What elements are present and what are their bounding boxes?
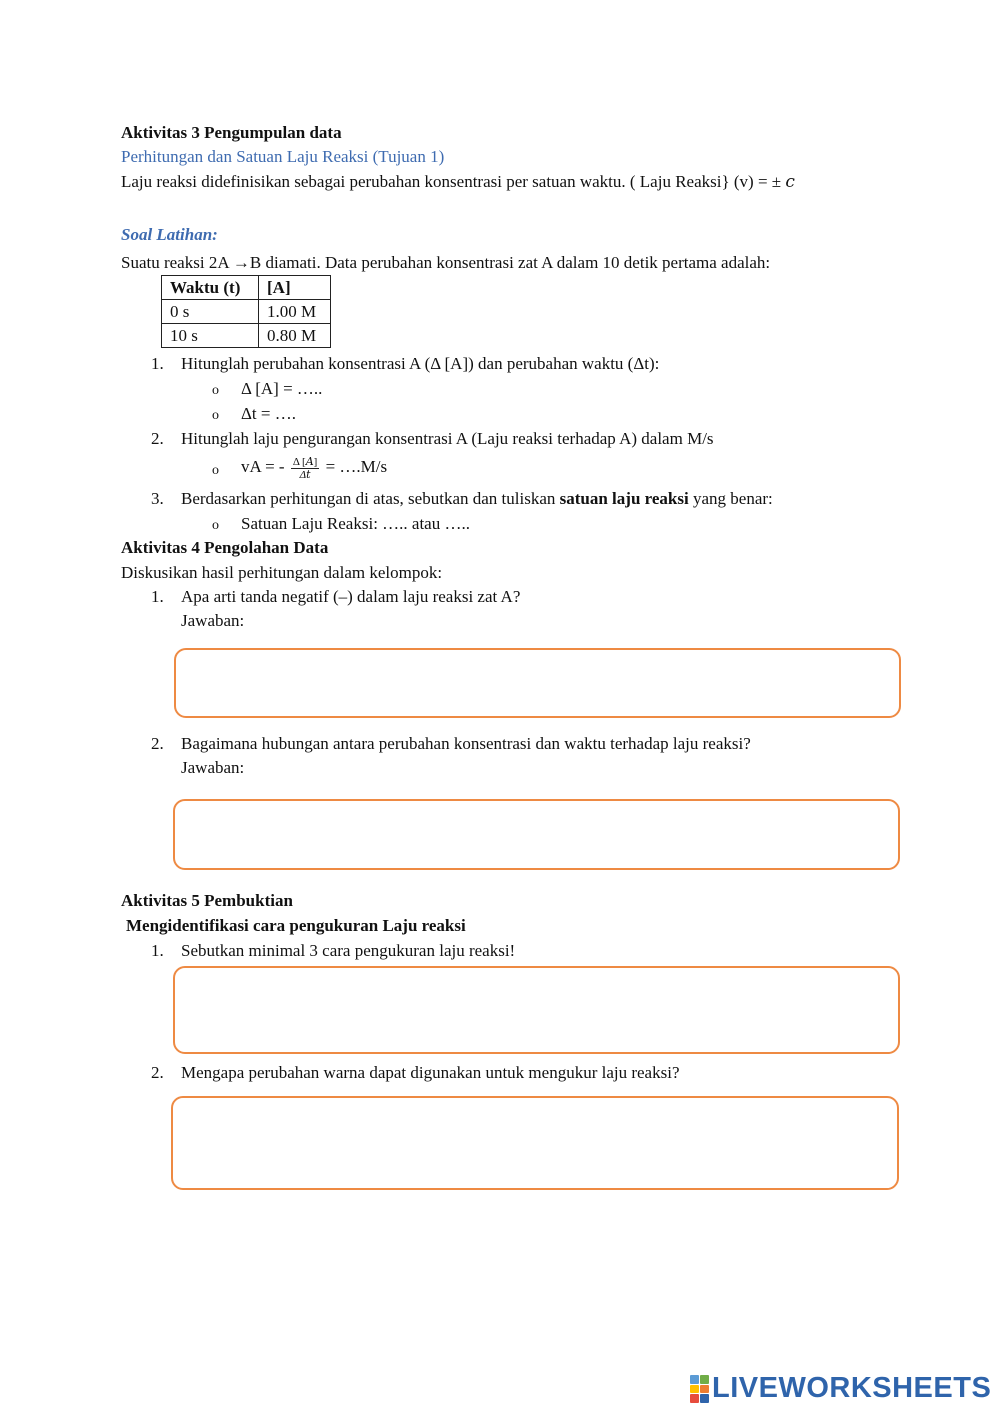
activity-4-title: Aktivitas 4 Pengolahan Data bbox=[121, 538, 329, 557]
rate-definition: Laju reaksi didefinisikan sebagai perubahan konsentrasi per satuan waktu. ( Laju Reaksi} (v) = ± 𝑐 bbox=[121, 172, 795, 191]
concentration-table bbox=[161, 275, 331, 348]
answer-box-5-1[interactable] bbox=[173, 966, 900, 1054]
question-2-text: Hitunglah laju pengurangan konsentrasi A (Laju reaksi terhadap A) dalam M/s bbox=[181, 429, 714, 448]
q3-text-post: yang benar: bbox=[688, 489, 773, 508]
formula-rhs: = ….M/s bbox=[325, 457, 388, 476]
table-cell: 0.80 M bbox=[259, 324, 331, 348]
fraction-denominator: Δ𝑡 bbox=[299, 468, 311, 481]
question-number: 1. bbox=[151, 587, 164, 606]
question-number: 2. bbox=[151, 734, 164, 753]
activity-5-subtitle: Mengidentifikasi cara pengukuran Laju reaksi bbox=[126, 916, 466, 935]
question-1-text: Hitunglah perubahan konsentrasi A (Δ [A]) dan perubahan waktu (Δt): bbox=[181, 354, 660, 373]
question-number: 3. bbox=[151, 489, 164, 508]
activity-5-question-2: Mengapa perubahan warna dapat digunakan untuk mengukur laju reaksi? bbox=[181, 1063, 680, 1082]
exercise-title: Soal Latihan: bbox=[121, 225, 218, 244]
answer-label: Jawaban: bbox=[181, 611, 245, 630]
logo-text: LIVEWORKSHEETS bbox=[712, 1371, 992, 1404]
bullet-icon: o bbox=[212, 463, 219, 478]
answer-box-5-2[interactable] bbox=[171, 1096, 899, 1190]
activity-5-question-1: Sebutkan minimal 3 cara pengukuran laju reaksi! bbox=[181, 941, 516, 960]
question-1-sub-b: Δt = …. bbox=[241, 404, 296, 423]
logo-blocks-icon bbox=[690, 1375, 708, 1401]
fraction-numerator: Δ [𝐴] bbox=[292, 455, 318, 468]
liveworksheets-logo bbox=[690, 1373, 991, 1403]
table-header: [A] bbox=[259, 276, 331, 300]
fraction bbox=[291, 456, 320, 481]
rate-formula bbox=[241, 451, 387, 483]
activity-4-intro: Diskusikan hasil perhitungan dalam kelompok: bbox=[121, 563, 443, 582]
table-header: Waktu (t) bbox=[162, 276, 259, 300]
table-cell: 0 s bbox=[162, 300, 259, 324]
table-row bbox=[162, 300, 331, 324]
answer-label: Jawaban: bbox=[181, 758, 245, 777]
question-1-sub-a: Δ [A] = ….. bbox=[241, 379, 323, 398]
question-number: 1. bbox=[151, 354, 164, 373]
activity-4-question-1: Apa arti tanda negatif (–) dalam laju reaksi zat A? bbox=[181, 587, 521, 606]
answer-box-4-1[interactable] bbox=[174, 648, 901, 718]
question-3-text bbox=[181, 488, 773, 510]
activity-3-subtitle: Perhitungan dan Satuan Laju Reaksi (Tujuan 1) bbox=[121, 147, 445, 166]
activity-3-title: Aktivitas 3 Pengumpulan data bbox=[121, 123, 342, 142]
table-header-row bbox=[162, 276, 331, 300]
question-3-sub: Satuan Laju Reaksi: ….. atau ….. bbox=[241, 514, 470, 533]
question-number: 2. bbox=[151, 429, 164, 448]
formula-lhs: vA = - bbox=[241, 457, 285, 476]
bullet-icon: o bbox=[212, 383, 219, 398]
bullet-icon: o bbox=[212, 518, 219, 533]
question-number: 1. bbox=[151, 941, 164, 960]
q3-text-pre: Berdasarkan perhitungan di atas, sebutkan dan tuliskan bbox=[181, 489, 560, 508]
table-row bbox=[162, 324, 331, 348]
q3-text-bold: satuan laju reaksi bbox=[559, 489, 689, 508]
answer-box-4-2[interactable] bbox=[173, 799, 900, 870]
table-cell: 10 s bbox=[162, 324, 259, 348]
question-number: 2. bbox=[151, 1063, 164, 1082]
activity-4-question-2: Bagaimana hubungan antara perubahan konsentrasi dan waktu terhadap laju reaksi? bbox=[181, 734, 751, 753]
bullet-icon: o bbox=[212, 408, 219, 423]
table-cell: 1.00 M bbox=[259, 300, 331, 324]
exercise-intro: Suatu reaksi 2A →B diamati. Data perubahan konsentrasi zat A dalam 10 detik pertama adalah: bbox=[121, 253, 771, 272]
activity-5-title: Aktivitas 5 Pembuktian bbox=[121, 891, 293, 910]
